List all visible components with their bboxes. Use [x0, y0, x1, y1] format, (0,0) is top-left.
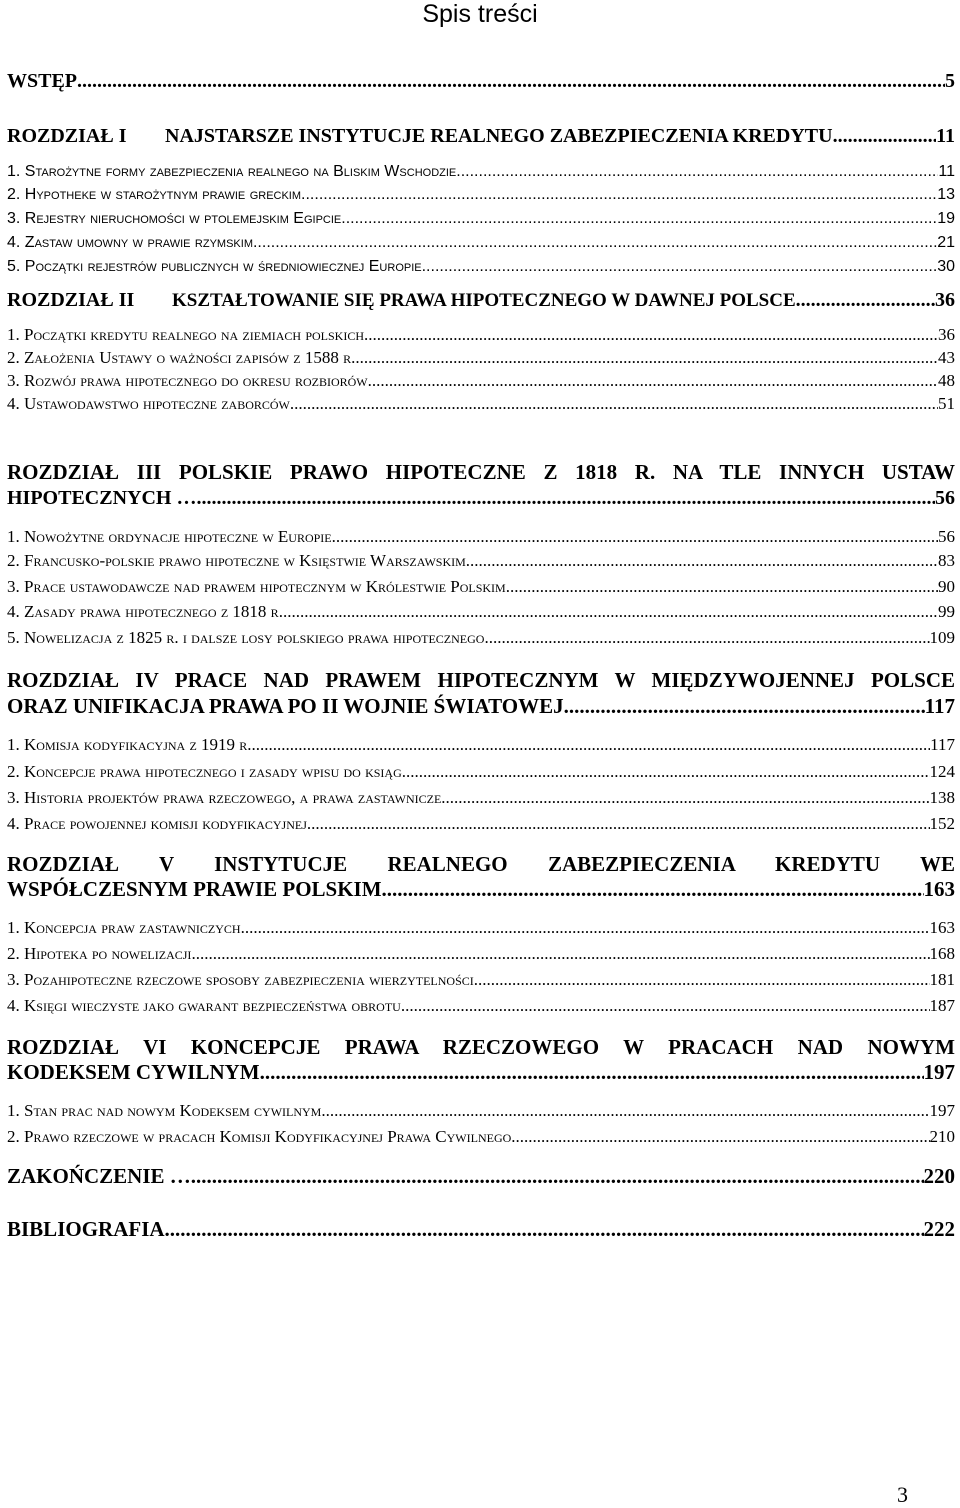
toc-page: 11 — [936, 125, 955, 147]
toc-section[interactable] — [7, 917, 955, 939]
toc-chapter-6-line2[interactable] — [7, 1059, 955, 1085]
toc-leader — [332, 526, 938, 548]
toc-entry-label: 3. Pozahipoteczne rzeczowe sposoby zabezpieczenia wierzytelności — [7, 970, 474, 989]
toc-entry-label: 2. Koncepcje prawa hipotecznego i zasady wpisu do ksiąg — [7, 762, 402, 781]
toc-leader — [796, 287, 935, 313]
toc-section[interactable] — [7, 347, 955, 369]
toc-section[interactable] — [7, 184, 955, 206]
toc-leader — [301, 184, 937, 206]
chapter-label: ROZDZIAŁ II — [7, 289, 135, 311]
toc-section[interactable] — [7, 550, 955, 572]
toc-entry-label: 2. Prawo rzeczowe w pracach Komisji Kodyfikacyjnej Prawa Cywilnego — [7, 1127, 512, 1146]
toc-section[interactable] — [7, 208, 955, 230]
toc-section[interactable] — [7, 734, 955, 756]
toc-page: 187 — [929, 996, 955, 1015]
toc-chapter-3-line2[interactable] — [7, 485, 955, 511]
toc-section[interactable] — [7, 787, 955, 809]
toc-leader — [191, 943, 929, 965]
toc-entry-label: 4. Zasady prawa hipotecznego z 1818 r — [7, 602, 279, 621]
toc-leader — [191, 1163, 924, 1189]
toc-entry-label: WSTĘP — [7, 70, 78, 92]
toc-chapter-2[interactable] — [7, 287, 955, 314]
toc-section[interactable] — [7, 526, 955, 548]
toc-entry-label: 1. Początki kredytu realnego na ziemiach polskich — [7, 325, 365, 344]
page-title: Spis treści — [422, 0, 538, 28]
page-number: 3 — [897, 1482, 908, 1507]
toc-page: 163 — [929, 918, 955, 937]
toc-entry-label: 4. Ustawodawstwo hipoteczne zaborców — [7, 394, 290, 413]
toc-page: 138 — [929, 788, 955, 807]
toc-page: 124 — [929, 762, 955, 781]
toc-entry-label: 2. Francusko-polskie prawo hipoteczne w Księstwie Warszawskim — [7, 551, 466, 570]
chapter-title: WSPÓŁCZESNYM PRAWIE POLSKIM — [7, 877, 382, 901]
toc-leader — [401, 995, 930, 1017]
toc-section[interactable] — [7, 813, 955, 835]
toc-entry-label: 1. Komisja kodyfikacyjna z 1919 r — [7, 735, 248, 754]
toc-page: 117 — [924, 694, 955, 718]
toc-page: 5 — [945, 70, 955, 92]
toc-leader — [506, 576, 938, 598]
toc-section[interactable] — [7, 393, 955, 415]
toc-leader — [364, 324, 938, 346]
toc-entry-label: 2. Założenia Ustawy o ważności zapisów z 1588 r — [7, 348, 352, 367]
toc-page: 36 — [935, 289, 955, 311]
toc-entry-label: 3. Prace ustawodawcze nad prawem hipotecznym w Królestwie Polskim — [7, 577, 506, 596]
toc-entry-label: 3. Rejestry nieruchomości w ptolemejskim Egipcie — [7, 210, 342, 227]
toc-chapter-5-line1[interactable]: ROZDZIAŁ V INSTYTUCJE REALNEGO ZABEZPIECZENIA KREDYTU WE — [7, 852, 955, 876]
toc-page: 51 — [938, 394, 955, 413]
toc-entry-label: 4. Zastaw umowny w prawie rzymskim — [7, 234, 253, 251]
toc-page: 36 — [938, 325, 955, 344]
toc-page: 168 — [929, 944, 955, 963]
toc-section[interactable] — [7, 161, 955, 183]
toc-leader — [564, 693, 925, 719]
toc-page: 99 — [938, 602, 955, 621]
toc-leader — [833, 123, 937, 149]
toc-page: 21 — [937, 234, 955, 251]
toc-chapter-1[interactable] — [7, 123, 955, 149]
toc-chapter-4-line1[interactable]: ROZDZIAŁ IV PRACE NAD PRAWEM HIPOTECZNYM W MIĘDZYWOJENNEJ POLSCE — [7, 668, 955, 692]
toc-leader — [260, 1059, 924, 1085]
toc-entry-label: 2. Hipoteka po nowelizacji — [7, 944, 192, 963]
toc-section[interactable] — [7, 761, 955, 783]
chapter-title: KSZTAŁTOWANIE SIĘ PRAWA HIPOTECZNEGO W DAWNEJ POLSCE — [172, 290, 796, 311]
toc-leader — [511, 1126, 929, 1148]
toc-leader — [422, 256, 938, 278]
toc-chapter-4-line2[interactable] — [7, 693, 955, 719]
toc-section[interactable] — [7, 370, 955, 392]
toc-leader — [165, 1216, 924, 1242]
toc-chapter-6-line1[interactable]: ROZDZIAŁ VI KONCEPCJE PRAWA RZECZOWEGO W PRACACH NAD NOWYM — [7, 1035, 955, 1059]
chapter-label: ROZDZIAŁ I — [7, 125, 127, 147]
chapter-title: NAJSTARSZE INSTYTUCJE REALNEGO ZABEZPIECZENIA KREDYTU — [165, 125, 833, 147]
toc-section[interactable] — [7, 256, 955, 278]
toc-page: 11 — [938, 163, 955, 180]
toc-page: 30 — [937, 258, 955, 275]
toc-page: 117 — [930, 735, 955, 754]
toc-page: 222 — [923, 1217, 955, 1241]
toc-leader — [484, 627, 929, 649]
toc-page: 181 — [929, 970, 955, 989]
toc-entry-label: 1. Starożytne formy zabezpieczenia realnego na Bliskim Wschodzie — [7, 163, 457, 180]
chapter-title: ORAZ UNIFIKACJA PRAWA PO II WOJNIE ŚWIATOWEJ — [7, 694, 564, 718]
toc-page: 19 — [937, 210, 955, 227]
toc-section[interactable] — [7, 324, 955, 346]
toc-entry-label: 1. Koncepcja praw zastawniczych — [7, 918, 241, 937]
toc-leader — [456, 161, 938, 183]
toc-entry-label: 1. Nowożytne ordynacje hipoteczne w Europie — [7, 527, 332, 546]
toc-entry-label: 4. Księgi wieczyste jako gwarant bezpieczeństwa obrotu — [7, 996, 401, 1015]
toc-entry-label: 5. Nowelizacja z 1825 r. i dalsze losy polskiego prawa hipotecznego — [7, 628, 485, 647]
toc-section[interactable] — [7, 995, 955, 1017]
toc-leader — [307, 813, 930, 835]
toc-leader — [196, 485, 935, 511]
toc-leader — [341, 208, 937, 230]
toc-leader — [351, 347, 938, 369]
toc-section[interactable] — [7, 627, 955, 649]
toc-leader — [382, 876, 924, 902]
toc-page: 210 — [929, 1127, 955, 1146]
toc-leader — [247, 734, 930, 756]
toc-leader — [321, 1100, 929, 1122]
toc-entry-label: 5. Początki rejestrów publicznych w średniowiecznej Europie — [7, 258, 422, 275]
toc-chapter-5-line2[interactable] — [7, 876, 955, 902]
toc-page: 43 — [938, 348, 955, 367]
toc-page: 163 — [923, 877, 955, 901]
toc-page: 109 — [929, 628, 955, 647]
toc-section[interactable] — [7, 1100, 955, 1122]
toc-leader — [241, 917, 930, 939]
toc-entry-label: ZAKOŃCZENIE … — [7, 1164, 191, 1188]
toc-leader — [441, 787, 929, 809]
toc-leader — [253, 232, 937, 254]
toc-entry-label: BIBLIOGRAFIA — [7, 1217, 165, 1241]
chapter-title: KODEKSEM CYWILNYM — [7, 1060, 260, 1084]
toc-page: 48 — [938, 371, 955, 390]
toc-page: 152 — [929, 814, 955, 833]
toc-entry-label: 2. Hypotheke w starożytnym prawie greckim — [7, 186, 302, 203]
toc-entry-label: 1. Stan prac nad nowym Kodeksem cywilnym — [7, 1101, 322, 1120]
toc-page: 83 — [938, 551, 955, 570]
toc-entry-label: 3. Rozwój prawa hipotecznego do okresu rozbiorów — [7, 371, 368, 390]
toc-leader — [279, 601, 938, 623]
toc-page: 56 — [938, 527, 955, 546]
toc-entry-label: 4. Prace powojennej komisji kodyfikacyjnej — [7, 814, 307, 833]
toc-section[interactable] — [7, 601, 955, 623]
toc-page: 13 — [937, 186, 955, 203]
toc-entry-zakonczenie[interactable] — [7, 1163, 955, 1189]
toc-leader — [474, 969, 930, 991]
toc-page: 90 — [938, 577, 955, 596]
toc-page: 56 — [935, 487, 955, 509]
toc-leader — [290, 393, 938, 415]
toc-entry-label: 3. Historia projektów prawa rzeczowego, a prawa zastawnicze — [7, 788, 442, 807]
toc-page: 197 — [929, 1101, 955, 1120]
toc-leader — [402, 761, 930, 783]
toc-entry-bibliografia[interactable] — [7, 1216, 955, 1242]
toc-leader — [466, 550, 938, 572]
toc-section[interactable] — [7, 576, 955, 598]
chapter-title: HIPOTECZNYCH … — [7, 487, 197, 509]
toc-section[interactable] — [7, 943, 955, 965]
toc-section[interactable] — [7, 969, 955, 991]
toc-entry-wstep[interactable] — [7, 68, 955, 94]
toc-page: 197 — [923, 1060, 955, 1084]
toc-section[interactable] — [7, 232, 955, 254]
toc-page: 220 — [923, 1164, 955, 1188]
toc-leader — [77, 68, 945, 94]
toc-leader — [368, 370, 938, 392]
toc-section[interactable] — [7, 1126, 955, 1148]
toc-chapter-3-line1[interactable]: ROZDZIAŁ III POLSKIE PRAWO HIPOTECZNE Z 1818 R. NA TLE INNYCH USTAW — [7, 460, 955, 484]
